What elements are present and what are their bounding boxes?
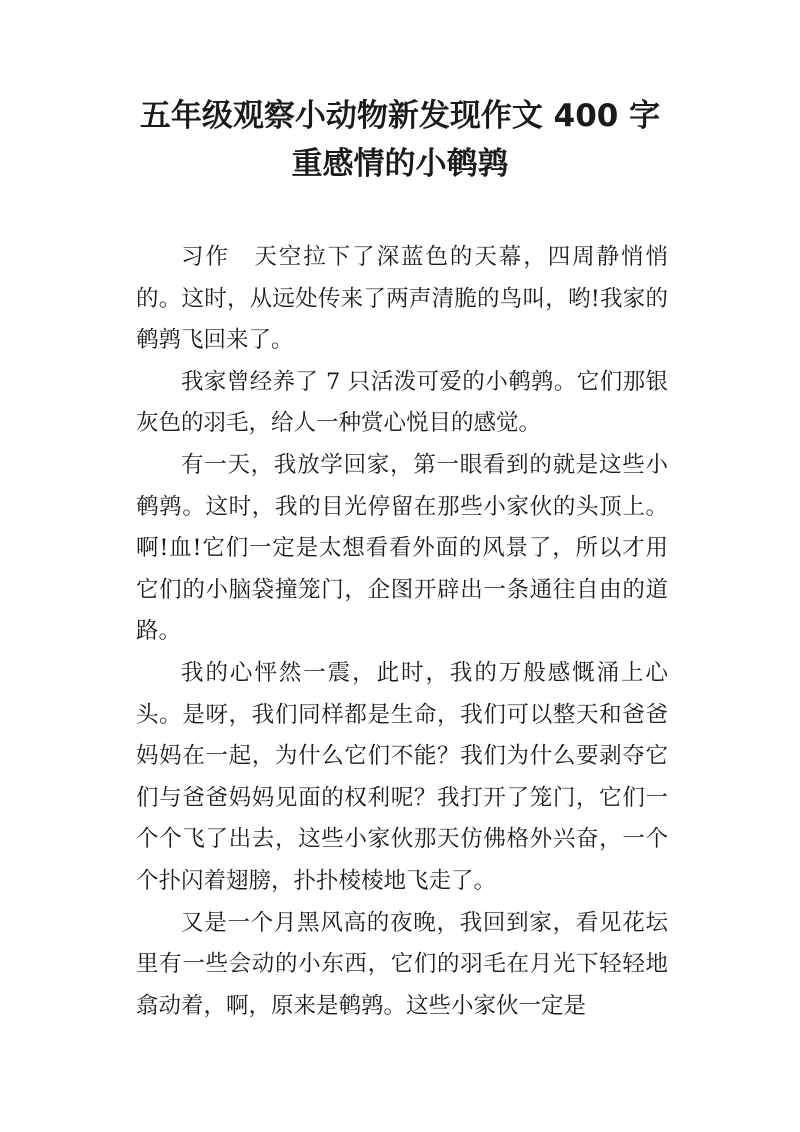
paragraph-1: 习作 天空拉下了深蓝色的天幕，四周静悄悄的。这时，从远处传来了两声清脆的鸟叫，哟!我家的鹌鹑飞回来了。 (136, 244, 668, 354)
paragraph-2: 我家曾经养了 7 只活泼可爱的小鹌鹑。它们那银灰色的羽毛，给人一种赏心悦目的感觉。 (136, 368, 668, 437)
paragraph-4: 我的心怦然一震，此时，我的万般感慨涌上心头。是呀，我们同样都是生命，我们可以整天和爸爸妈妈在一起，为什么它们不能？我们为什么要剥夺它们与爸爸妈妈见面的权利呢？我打开了笼门，它们一个个飞了出去，这些小家伙那天仿佛格外兴奋，一个个扑闪着翅膀，扑扑棱棱地飞走了。 (136, 659, 668, 894)
title-line-2: 重感情的小鹌鹑 (291, 146, 509, 182)
document-title (0, 92, 800, 188)
paragraph-5: 又是一个月黑风高的夜晚，我回到家，看见花坛里有一些会动的小东西，它们的羽毛在月光下轻轻地翕动着，啊，原来是鹌鹑。这些小家伙一定是 (136, 909, 668, 1019)
title-line-1: 五年级观察小动物新发现作文 400 字 (139, 98, 661, 134)
document-body (136, 237, 668, 1027)
paragraph-3: 有一天，我放学回家，第一眼看到的就是这些小鹌鹑。这时，我的目光停留在那些小家伙的头顶上。啊!血!它们一定是太想看看外面的风景了，所以才用它们的小脑袋撞笼门，企图开辟出一条通往自由的道路。 (136, 451, 668, 645)
